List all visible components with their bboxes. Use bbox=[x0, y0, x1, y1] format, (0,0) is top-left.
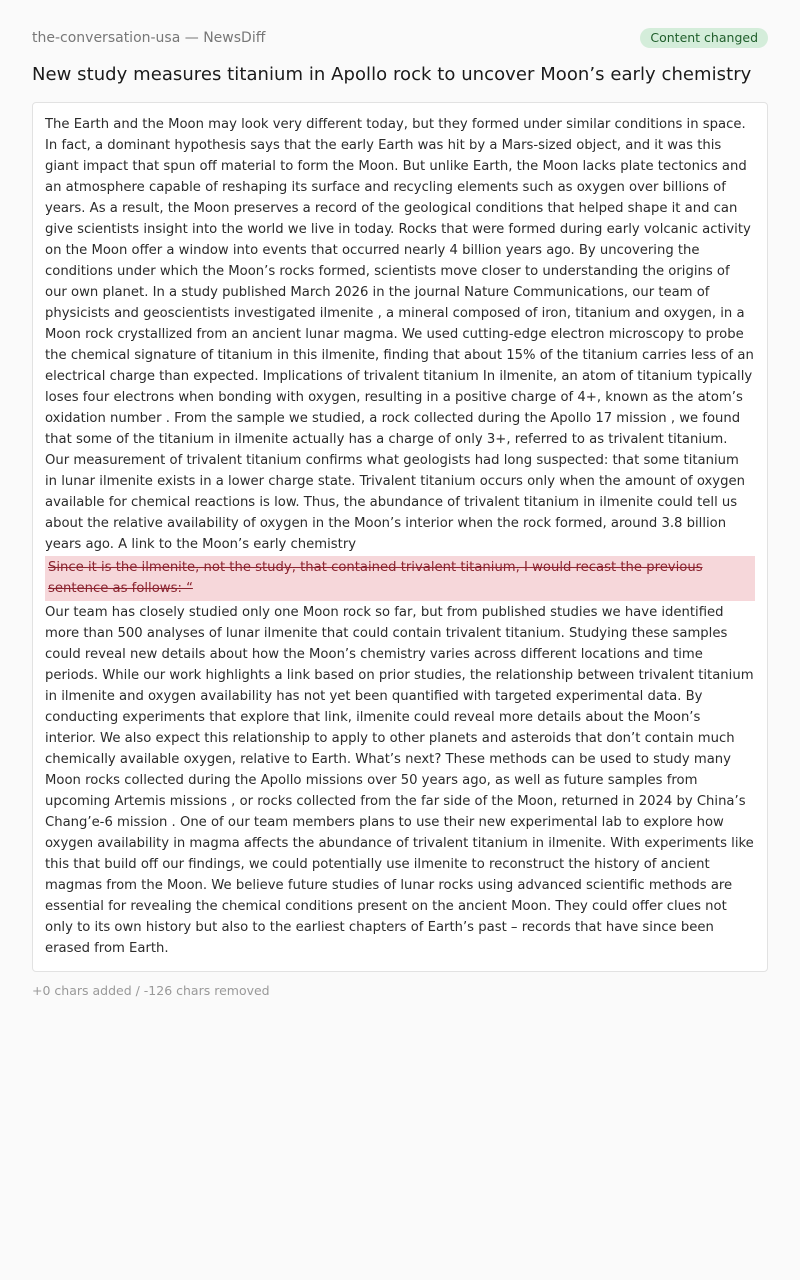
status-badge: Content changed bbox=[640, 28, 768, 48]
diff-content bbox=[32, 102, 768, 972]
source-label: the-conversation-usa — NewsDiff bbox=[32, 30, 266, 46]
unchanged-text-before: The Earth and the Moon may look very different today, but they formed under similar conditions in space. In fact, a dominant hypothesis says that the early Earth was hit by a Mars-sized object, and it was this giant impact that spun off material to form the Moon. But unlike Earth, the Moon lacks plate tectonics and an atmosphere capable of reshaping its surface and recycling elements such as oxygen over billions of years. As a result, the Moon preserves a record of the geological conditions that helped shape it and can give scientists insight into the world we live in today. Rocks that were formed during early volcanic activity on the Moon offer a window into events that occurred nearly 4 billion years ago. By uncovering the conditions under which the Moon’s rocks formed, scientists move closer to understanding the origins of our own planet. In a study published March 2026 in the journal Nature Communications, our team of physicists and geoscientists investigated ilmenite , a mineral composed of iron, titanium and oxygen, in a Moon rock crystallized from an ancient lunar magma. We used cutting-edge electron microscopy to probe the chemical signature of titanium in this ilmenite, finding that about 15% of the titanium carries less of an electrical charge than expected. Implications of trivalent titanium In ilmenite, an atom of titanium typically loses four electrons when bonding with oxygen, resulting in a positive charge of 4+, known as the atom’s oxidation number . From the sample we studied, a rock collected during the Apollo 17 mission , we found that some of the titanium in ilmenite actually has a charge of only 3+, referred to as trivalent titanium. Our measurement of trivalent titanium confirms what geologists had long suspected: that some titanium in lunar ilmenite exists in a lower charge state. Trivalent titanium occurs only when the amount of oxygen available for chemical reactions is low. Thus, the abundance of trivalent titanium in ilmenite could tell us about the relative availability of oxygen in the Moon’s interior when the rock formed, around 3.8 billion years ago. A link to the Moon’s early chemistry bbox=[45, 117, 754, 552]
diff-stats: +0 chars added / -126 chars removed bbox=[32, 983, 270, 998]
header bbox=[32, 26, 768, 50]
article-title: New study measures titanium in Apollo rock to uncover Moon’s early chemistry bbox=[32, 64, 752, 85]
unchanged-text-after: Our team has closely studied only one Moon rock so far, but from published studies we have identified more than 500 analyses of lunar ilmenite that could contain trivalent titanium. Studying these samples could reveal new details about how the Moon’s chemistry varies across different locations and time periods. While our work highlights a link based on prior studies, the relationship between trivalent titanium in ilmenite and oxygen availability has not yet been quantified with targeted experimental data. By conducting experiments that explore that link, ilmenite could reveal more details about the Moon’s interior. We also expect this relationship to apply to other planets and asteroids that don’t contain much chemically available oxygen, relative to Earth. What’s next? These methods can be used to study many Moon rocks collected during the Apollo missions over 50 years ago, as well as future samples from upcoming Artemis missions , or rocks collected from the far side of the Moon, returned in 2024 by China’s Chang’e-6 mission . One of our team members plans to use their new experimental lab to explore how oxygen availability in magma affects the abundance of trivalent titanium in ilmenite. With experiments like this that build off our findings, we could potentially use ilmenite to reconstruct the history of ancient magmas from the Moon. We believe future studies of lunar rocks using advanced scientific methods are essential for revealing the chemical conditions present on the ancient Moon. They could offer clues not only to its own history but also to the earliest chapters of Earth’s past – records that have since been erased from Earth. bbox=[45, 605, 754, 956]
removed-text: Since it is the ilmenite, not the study, that contained trivalent titanium, I would recast the previous sentence as follows: “ bbox=[45, 556, 755, 601]
